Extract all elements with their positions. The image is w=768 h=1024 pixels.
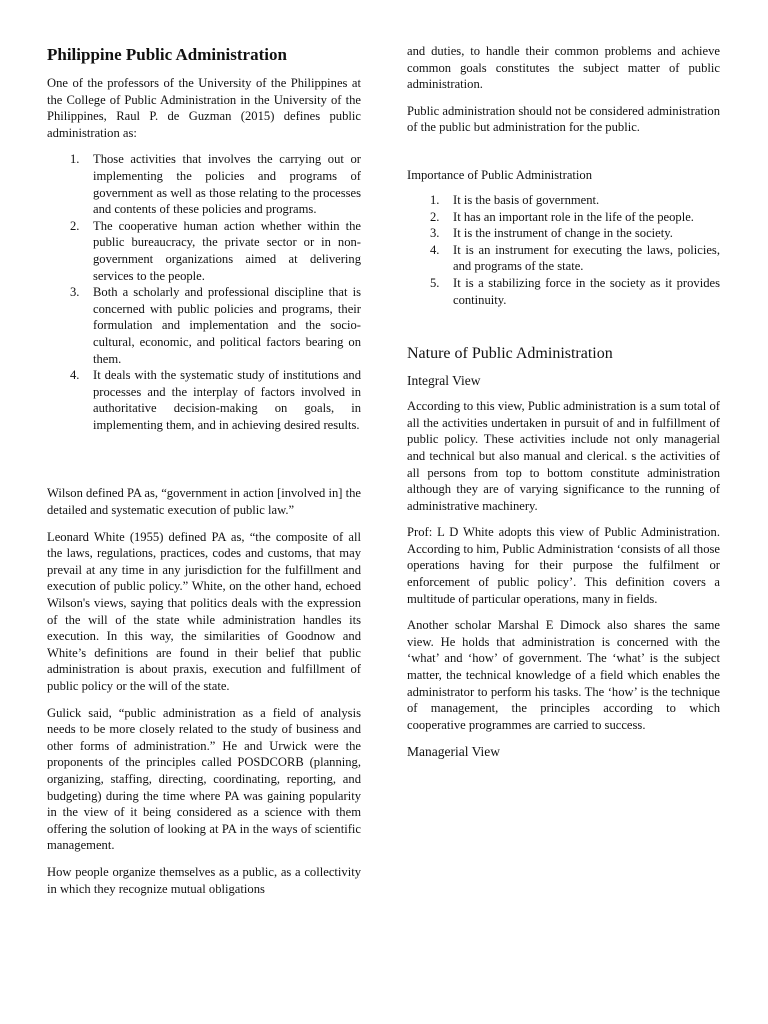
definition-list (70, 151, 361, 433)
white-view-paragraph: Prof: L D White adopts this view of Public Administration. According to him, Public Administration ‘consists of all those operations having for their purpose the fulfilment or enforcement of public policy’. This definition covers a multitude of particular operations, many in fields. (407, 525, 720, 606)
list-item (430, 242, 720, 275)
importance-list (430, 192, 720, 308)
nature-heading: Nature of Public Administration (407, 345, 613, 363)
list-number: 3. (70, 285, 80, 300)
gulick-paragraph: Gulick said, “public administration as a field of analysis needs to be more closely related to the study of business and other forms of administration.” He and Urwick were the proponents of the principles called POSDCORB (planning, organizing, staffing, directing, coordinating, reporting, and budgeting) during the time where PA was gaining popularity in the view of it being considered as a science with them offering the solution of looking at PA in the ways of scientific management. (47, 705, 361, 853)
list-text: It has an important role in the life of the people. (453, 209, 694, 224)
list-number: 3. (430, 226, 440, 241)
continuation-paragraph: and duties, to handle their common problems and achieve common goals constitutes the subject matter of public administration. (407, 44, 720, 92)
list-number: 4. (70, 368, 80, 383)
list-number: 1. (430, 192, 440, 207)
list-item (70, 367, 361, 433)
list-number: 2. (430, 209, 440, 224)
managerial-heading: Managerial View (407, 744, 501, 760)
dimock-paragraph: Another scholar Marshal E Dimock also shares the same view. He holds that administration is concerned with the ‘what’ and ‘how’ of government. The ‘what’ is the subject matter, the technical knowledge of a field which enables the administrator to perform his tasks. The ‘how’ is the technique of management, the principles according to which cooperative programmes are carried to success. (407, 618, 720, 732)
list-item (430, 225, 720, 242)
should-not-paragraph: Public administration should not be considered administration of the public but administration for the public. (407, 103, 720, 135)
left-column (47, 0, 361, 907)
organize-paragraph: How people organize themselves as a public, as a collectivity in which they recognize mutual obligations (47, 864, 361, 896)
integral-paragraph: According to this view, Public administration is a sum total of all the activities undertaken in pursuit of and in fulfillment of public policy. These activities include not only managerial and technical but also manual and clerical. s the activities of all persons from top to bottom constitute administration although they are of varying significance to the running of administrative machinery. (407, 399, 720, 513)
list-text: It is an instrument for executing the laws, policies, and programs of the state. (453, 242, 720, 274)
wilson-paragraph: Wilson defined PA as, “government in action [involved in] the detailed and systematic execution of public law.” (47, 486, 361, 518)
list-text: The cooperative human action whether within the public bureaucracy, the private sector or in non-government organizations aimed at delivering services to the people. (93, 218, 361, 283)
list-item (70, 284, 361, 367)
list-text: It deals with the systematic study of institutions and processes and the interplay of factors involved in authoritative decision-making on goals, in implementing them, and in achieving desired results. (93, 368, 361, 432)
list-number: 2. (70, 218, 80, 233)
list-text: It is a stabilizing force in the society as it provides continuity. (453, 275, 720, 307)
list-number: 5. (430, 275, 440, 290)
list-text: It is the instrument of change in the society. (453, 226, 673, 241)
list-item (70, 151, 361, 217)
importance-heading: Importance of Public Administration (407, 167, 593, 182)
list-number: 4. (430, 242, 440, 257)
list-item (430, 275, 720, 308)
list-number: 1. (70, 152, 80, 167)
list-text: Those activities that involves the carrying out or implementing the policies and programs of government as well as those relating to the processes and contents of these policies and programs. (93, 152, 361, 217)
list-item (70, 218, 361, 284)
list-text: It is the basis of government. (453, 192, 600, 207)
list-text: Both a scholarly and professional discipline that is concerned with public policies and programs, their formulation and implementation and the socio-cultural, economic, and political factors bearing on them. (93, 285, 361, 366)
page-title: Philippine Public Administration (47, 45, 287, 64)
intro-paragraph: One of the professors of the University of the Philippines at the College of Public Administration in the University of the Philippines, Raul P. de Guzman (2015) defines public administration as: (47, 76, 361, 140)
white-paragraph: Leonard White (1955) defined PA as, “the composite of all the laws, regulations, practices, codes and customs, that may prevail at any time in any jurisdiction for the fulfillment and execution of public policy.” White, on the other hand, echoed Wilson's views, saying that politics deals with the expression of the will of the state while administration handles its execution. In this way, the similarities of Goodnow and White’s definitions are found in their belief that public administration is about praxis, execution and fulfillment of public policy or the will of the state. (47, 529, 361, 693)
list-item (430, 192, 720, 209)
integral-heading: Integral View (407, 373, 481, 389)
list-item (430, 209, 720, 226)
right-column (407, 43, 720, 769)
